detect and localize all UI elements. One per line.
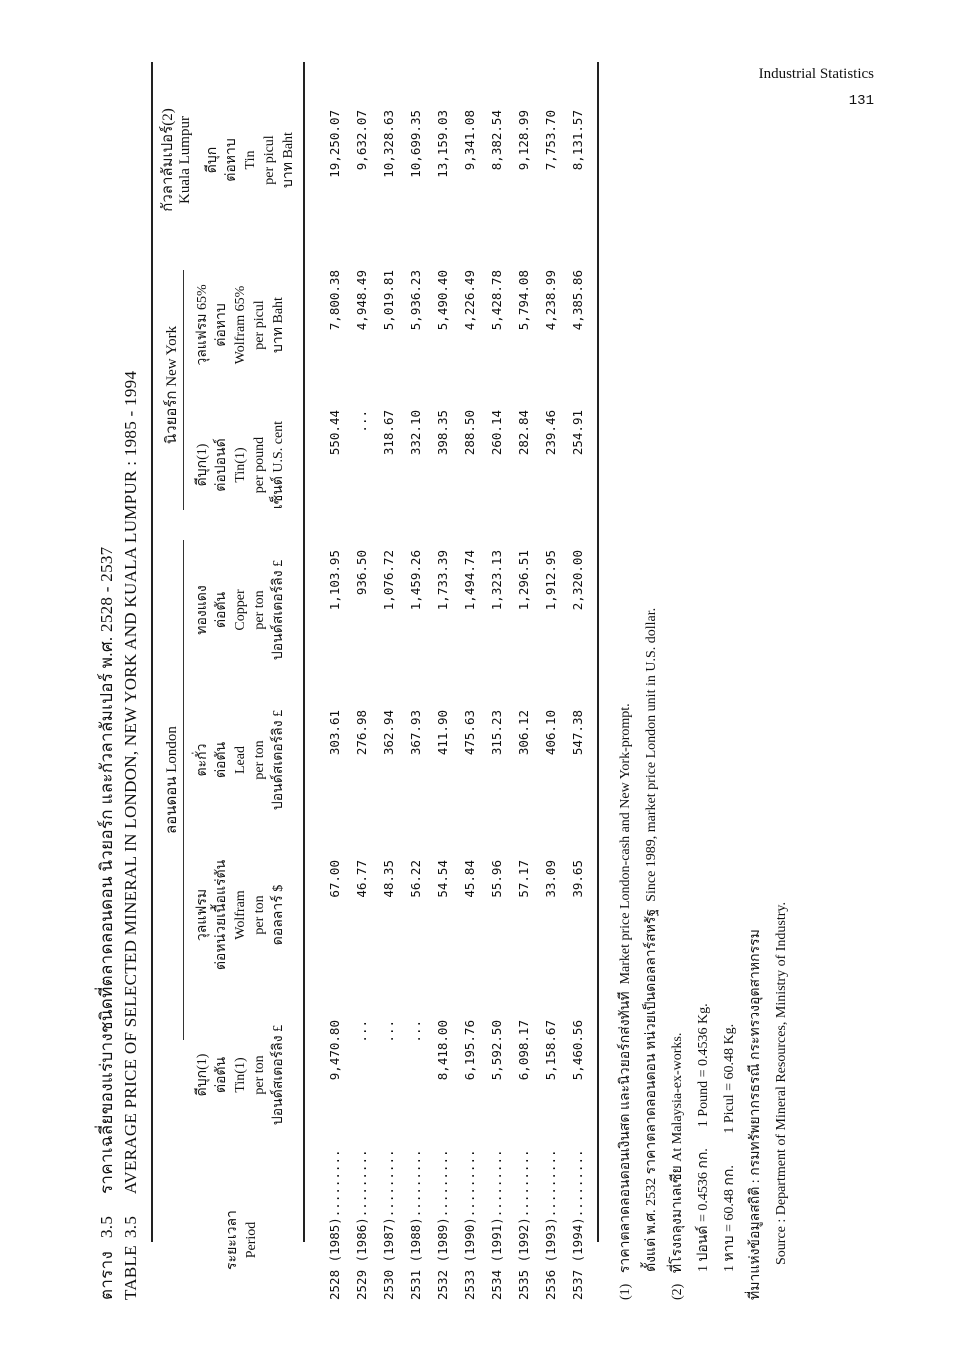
row-value: 367.93 xyxy=(408,710,423,756)
table-bottom-rule xyxy=(597,62,599,1242)
row-value: 260.14 xyxy=(489,410,504,456)
col-currency: ดอลลาร์ $ xyxy=(271,884,286,946)
row-value: 8,418.00 xyxy=(435,1020,450,1081)
title-label-thai: ตาราง xyxy=(97,1250,116,1300)
row-value: 406.10 xyxy=(543,710,558,756)
section-title: Industrial Statistics xyxy=(758,66,874,82)
row-value: 13,159.03 xyxy=(435,110,450,178)
col-thai-unit: ต่อปอนด์ xyxy=(214,438,229,492)
col-thai: วุลแฟรม xyxy=(195,888,210,942)
row-value: 1,323.13 xyxy=(489,550,504,611)
row-value: 7,800.38 xyxy=(327,270,342,331)
col-english: Lead xyxy=(233,746,248,774)
row-value: 10,699.35 xyxy=(408,110,423,178)
footnote-line: ที่มาแห่งข้อมูลสถิติ : กรมทรัพยากรธรณี กระทรวงอุตสาหกรรม xyxy=(748,929,763,1300)
group-kl-english: Kuala Lumpur xyxy=(177,116,193,204)
table-number-en: 3.5 xyxy=(121,1215,140,1238)
row-value: ... xyxy=(354,1020,369,1043)
row-value: ... xyxy=(354,410,369,433)
col-unit: per ton xyxy=(252,590,267,630)
row-period: 2531 (1988)......... xyxy=(408,1149,423,1300)
row-value: 315.23 xyxy=(489,710,504,756)
col-thai-unit: ต่อหาบ xyxy=(224,138,239,182)
row-period: 2532 (1989)......... xyxy=(435,1149,450,1300)
col-header-newyork-wolfram xyxy=(193,260,288,390)
table-row xyxy=(570,60,590,1300)
table-row xyxy=(381,60,401,1300)
footnote-line: (1) ราคาตลาดลอนดอนเงินสด และนิวยอร์กส่งทันที Market price London-cash and New York-prompt. xyxy=(618,703,633,1300)
row-period: 2537 (1994)......... xyxy=(570,1149,585,1300)
row-value: 239.46 xyxy=(543,410,558,456)
row-value: 9,128.99 xyxy=(516,110,531,171)
col-currency: ปอนด์สเตอร์ลิง £ xyxy=(271,709,286,811)
col-header-london-tin xyxy=(193,1000,288,1150)
row-value: 9,632.07 xyxy=(354,110,369,171)
row-value: 5,019.81 xyxy=(381,270,396,331)
row-value: 411.90 xyxy=(435,710,450,756)
row-value: 276.98 xyxy=(354,710,369,756)
col-unit: per picul xyxy=(252,300,267,350)
col-unit: per ton xyxy=(252,895,267,935)
col-english: Wolfram xyxy=(233,890,248,940)
row-value: 9,341.08 xyxy=(462,110,477,171)
row-value: 936.50 xyxy=(354,550,369,596)
col-thai: ดีบุก xyxy=(205,146,220,174)
row-value: 10,328.63 xyxy=(381,110,396,178)
table-row xyxy=(435,60,455,1300)
col-thai-unit: ต่อหาบ xyxy=(214,303,229,347)
row-value: 475.63 xyxy=(462,710,477,756)
table-title-thai xyxy=(93,547,120,1300)
row-value: 288.50 xyxy=(462,410,477,456)
col-currency: บาท Baht xyxy=(281,132,296,188)
col-currency: เซ็นต์ U.S. cent xyxy=(271,420,286,510)
col-unit: per ton xyxy=(252,1055,267,1095)
row-value: ... xyxy=(408,1020,423,1043)
row-period: 2530 (1987)......... xyxy=(381,1149,396,1300)
page-number: 131 xyxy=(848,93,874,109)
col-thai: วุลแฟรม 65% xyxy=(195,284,210,366)
row-value: 4,948.49 xyxy=(354,270,369,331)
row-value: 6,098.17 xyxy=(516,1020,531,1081)
col-currency: ปอนด์สเตอร์ลิง £ xyxy=(271,1024,286,1126)
footnote-line: 1 หาบ = 60.48 กก. 1 Picul = 60.48 Kg. xyxy=(722,1023,737,1300)
footnote-line: 1 ปอนด์ = 0.4536 กก. 1 Pound = 0.4536 Kg. xyxy=(696,1003,711,1300)
col-period-english: Period xyxy=(244,1221,259,1259)
row-value: 7,753.70 xyxy=(543,110,558,171)
col-thai: ดีบุก(1) xyxy=(195,443,210,487)
col-unit: per ton xyxy=(252,740,267,780)
table-row xyxy=(543,60,563,1300)
row-value: 303.61 xyxy=(327,710,342,756)
col-english: Tin(1) xyxy=(233,447,248,483)
row-value: 1,912.95 xyxy=(543,550,558,611)
row-value: 1,296.51 xyxy=(516,550,531,611)
col-header-kl-tin xyxy=(203,90,298,230)
group-london-rule xyxy=(183,540,184,1040)
col-header-newyork-tin xyxy=(193,400,288,530)
col-header-london-wolfram xyxy=(193,840,288,990)
row-value: 57.17 xyxy=(516,860,531,898)
col-english: Wolfram 65% xyxy=(233,285,248,365)
row-value: 39.65 xyxy=(570,860,585,898)
row-period: 2534 (1991)......... xyxy=(489,1149,504,1300)
col-unit: per picul xyxy=(262,135,277,185)
row-value: 8,382.54 xyxy=(489,110,504,171)
row-value: 9,470.80 xyxy=(327,1020,342,1081)
row-value: 6,195.76 xyxy=(462,1020,477,1081)
row-value: 5,794.08 xyxy=(516,270,531,331)
row-period: 2533 (1990)......... xyxy=(462,1149,477,1300)
table-number: 3.5 xyxy=(97,1215,116,1238)
table-top-rule xyxy=(151,62,153,1242)
row-value: 4,226.49 xyxy=(462,270,477,331)
footnote-line: Source : Department of Mineral Resources, Ministry of Industry. xyxy=(774,901,789,1300)
row-value: 1,076.72 xyxy=(381,550,396,611)
row-value: 1,494.74 xyxy=(462,550,477,611)
col-thai-unit: ต่อตัน xyxy=(214,741,229,779)
row-value: 54.54 xyxy=(435,860,450,898)
title-text-thai: ราคาเฉลี่ยของแร่บางชนิดที่ตลาดลอนดอน นิวยอร์ก และกัวลาลัมเปอร์ พ.ศ. 2528 - 2537 xyxy=(97,546,116,1194)
row-value: 4,385.86 xyxy=(570,270,585,331)
table-row xyxy=(408,60,428,1300)
row-period: 2528 (1985)......... xyxy=(327,1149,342,1300)
col-currency: ปอนด์สเตอร์ลิง £ xyxy=(271,559,286,661)
row-period: 2535 (1992)......... xyxy=(516,1149,531,1300)
group-kl-thai: กัวลาลัมเปอร์(2) xyxy=(160,108,176,212)
footnote-line: (2) ที่โรงถลุงมาเลเซีย At Malaysia-ex-works. xyxy=(670,1032,685,1300)
rotated-table-block xyxy=(93,60,873,1300)
row-value: 1,459.26 xyxy=(408,550,423,611)
col-thai-unit: ต่อตัน xyxy=(214,591,229,629)
row-value: 55.96 xyxy=(489,860,504,898)
table-row xyxy=(354,60,374,1300)
col-currency: บาท Baht xyxy=(271,297,286,353)
row-value: 362.94 xyxy=(381,710,396,756)
col-thai-unit: ต่อตัน xyxy=(214,1056,229,1094)
row-value: 46.77 xyxy=(354,860,369,898)
col-header-period xyxy=(223,1180,261,1300)
row-value: 48.35 xyxy=(381,860,396,898)
row-value: 306.12 xyxy=(516,710,531,756)
row-period: 2536 (1993)......... xyxy=(543,1149,558,1300)
table-row xyxy=(516,60,536,1300)
row-value: 332.10 xyxy=(408,410,423,456)
title-label-english: TABLE xyxy=(121,1245,140,1300)
row-value: 1,733.39 xyxy=(435,550,450,611)
row-value: 5,460.56 xyxy=(570,1020,585,1081)
row-value: 5,592.50 xyxy=(489,1020,504,1081)
row-value: 67.00 xyxy=(327,860,342,898)
col-thai: ตะกั่ว xyxy=(195,743,210,777)
title-text-english: AVERAGE PRICE OF SELECTED MINERAL IN LONDON, NEW YORK AND KUALA LUMPUR : 1985 - 1994 xyxy=(121,370,140,1194)
row-value: 2,320.00 xyxy=(570,550,585,611)
row-value: 19,250.07 xyxy=(327,110,342,178)
row-value: 33.09 xyxy=(543,860,558,898)
group-london: ลอนดอน London xyxy=(164,726,180,834)
col-english: Tin xyxy=(243,150,258,170)
row-value: 4,238.99 xyxy=(543,270,558,331)
row-value: 282.84 xyxy=(516,410,531,456)
col-unit: per pound xyxy=(252,436,267,494)
footnote-line: ตั้งแต่ พ.ศ. 2532 ราคาตลาดลอนดอน หน่วยเป็นดอลลาร์สหรัฐ Since 1989, market price London unit in U.S. dollar. xyxy=(644,607,659,1300)
table-title-english xyxy=(121,371,141,1300)
col-thai: ดีบุก(1) xyxy=(195,1053,210,1097)
col-thai: ทองแดง xyxy=(195,585,210,635)
row-value: 398.35 xyxy=(435,410,450,456)
row-value: 5,158.67 xyxy=(543,1020,558,1081)
group-newyork: นิวยอร์ก New York xyxy=(164,325,180,445)
table-row xyxy=(327,60,347,1300)
table-row xyxy=(489,60,509,1300)
row-value: 8,131.57 xyxy=(570,110,585,171)
row-value: 1,103.95 xyxy=(327,550,342,611)
row-value: 45.84 xyxy=(462,860,477,898)
row-value: 5,490.40 xyxy=(435,270,450,331)
group-newyork-rule xyxy=(183,270,184,510)
row-period: 2529 (1986)......... xyxy=(354,1149,369,1300)
col-header-london-copper xyxy=(193,540,288,680)
row-value: 318.67 xyxy=(381,410,396,456)
row-value: 547.38 xyxy=(570,710,585,756)
row-value: 5,936.23 xyxy=(408,270,423,331)
col-english: Copper xyxy=(233,589,248,631)
row-value: 550.44 xyxy=(327,410,342,456)
col-thai-unit: ต่อหน่วยเนื้อแร่ตัน xyxy=(214,859,229,971)
col-header-london-lead xyxy=(193,690,288,830)
row-value: 5,428.78 xyxy=(489,270,504,331)
row-value: ... xyxy=(381,1020,396,1043)
header-bottom-rule xyxy=(303,62,305,1242)
col-period-thai: ระยะเวลา xyxy=(225,1210,240,1270)
table-row xyxy=(462,60,482,1300)
row-value: 254.91 xyxy=(570,410,585,456)
col-english: Tin(1) xyxy=(233,1057,248,1093)
row-value: 56.22 xyxy=(408,860,423,898)
